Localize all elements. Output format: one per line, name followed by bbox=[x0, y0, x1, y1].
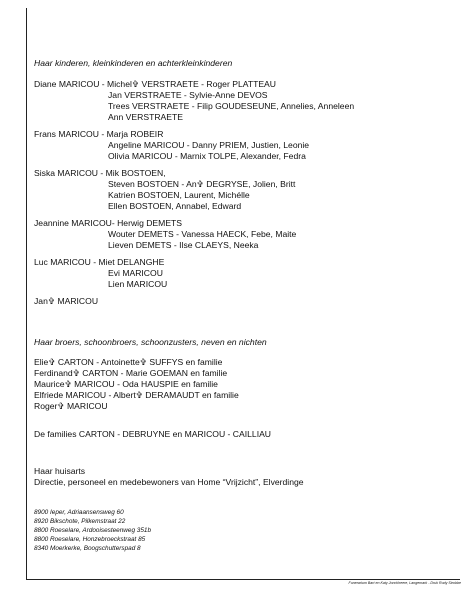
section-heading-siblings: Haar broers, schoonbroers, schoonzusters, neven en nichten bbox=[34, 337, 267, 347]
family-child: Angeline MARICOU - Danny PRIEM, Justien, Leonie bbox=[108, 140, 310, 150]
printer-credit: Funerarium Bart en Katy Jonckheere, Langemark - Druk Rudy Strobbe bbox=[348, 581, 461, 585]
sibling-line: Elfriede MARICOU - Albert✞ DERAMAUDT en familie bbox=[34, 390, 239, 400]
address-line: 8800 Roeselare, Honzebroeckstraat 85 bbox=[34, 536, 146, 543]
address-line: 8900 Ieper, Adriaansensweg 60 bbox=[34, 509, 124, 516]
family-child: Katrien BOSTOEN, Laurent, Michélle bbox=[108, 190, 250, 200]
family-parent: Jeannine MARICOU- Herwig DEMETS bbox=[34, 218, 183, 228]
sibling-line: Roger✞ MARICOU bbox=[34, 401, 108, 411]
family-child: Ellen BOSTOEN, Annabel, Edward bbox=[108, 201, 242, 211]
family-child: Evi MARICOU bbox=[108, 268, 163, 278]
family-child: Lieven DEMETS - Ilse CLAEYS, Neeka bbox=[108, 240, 259, 250]
family-parent: Jan✞ MARICOU bbox=[34, 296, 99, 306]
home-line: Directie, personeel en medebewoners van Home “Vrijzicht”, Elverdinge bbox=[34, 477, 304, 487]
doctor-line: Haar huisarts bbox=[34, 466, 86, 476]
family-child: Wouter DEMETS - Vanessa HAECK, Febe, Maite bbox=[108, 229, 297, 239]
family-parent: Diane MARICOU - Michel✞ VERSTRAETE - Roger PLATTEAU bbox=[34, 79, 276, 89]
address-line: 8920 Bikschote, Pilkemstraat 22 bbox=[34, 518, 126, 525]
family-child: Ann VERSTRAETE bbox=[108, 112, 183, 122]
family-child: Trees VERSTRAETE - Filip GOUDESEUNE, Annelies, Anneleen bbox=[108, 101, 355, 111]
sibling-line: Maurice✞ MARICOU - Oda HAUSPIE en familie bbox=[34, 379, 218, 389]
family-child: Steven BOSTOEN - An✞ DEGRYSE, Jolien, Britt bbox=[108, 179, 296, 189]
family-parent: Luc MARICOU - Miet DELANGHE bbox=[34, 257, 165, 267]
section-heading-children: Haar kinderen, kleinkinderen en achterkleinkinderen bbox=[34, 58, 233, 68]
family-child: Jan VERSTRAETE - Sylvie-Anne DEVOS bbox=[108, 90, 268, 100]
address-line: 8800 Roeselare, Ardooisesteenweg 351b bbox=[34, 527, 152, 534]
family-parent: Siska MARICOU - Mik BOSTOEN, bbox=[34, 168, 166, 178]
family-child: Lien MARICOU bbox=[108, 279, 168, 289]
address-line: 8340 Moerkerke, Boogschutterspad 8 bbox=[34, 545, 141, 552]
sibling-line: Ferdinand✞ CARTON - Marie GOEMAN en familie bbox=[34, 368, 228, 378]
family-parent: Frans MARICOU - Marja ROBEIR bbox=[34, 129, 164, 139]
sibling-line: Elie✞ CARTON - Antoinette✞ SUFFYS en familie bbox=[34, 357, 223, 367]
families-line: De families CARTON - DEBRUYNE en MARICOU - CAILLIAU bbox=[34, 429, 272, 439]
family-child: Olivia MARICOU - Marnix TOLPE, Alexander, Fedra bbox=[108, 151, 306, 161]
